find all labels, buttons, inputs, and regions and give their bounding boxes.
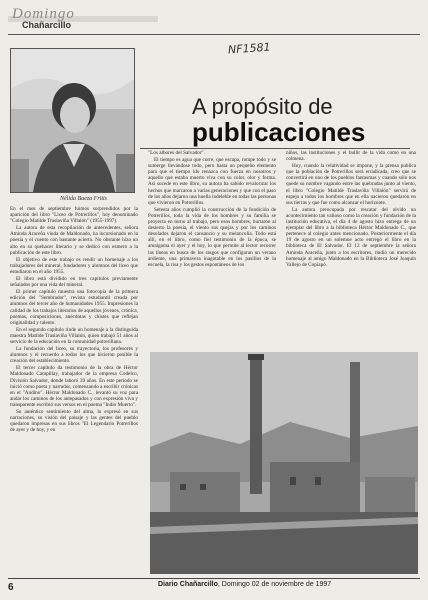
paragraph: La autora de esta recopilación de antecedentes, señora Aminda Araceña viuda de Maldonado, ha incursionado en la poesía y el cuento con bastante acierto. No obstante hizo un alto en su quehacer literario y se dedicó con esmero a la publicación de este libro. [10, 225, 138, 256]
town-photo [150, 352, 418, 574]
masthead-subtitle: Chañarcillo [22, 20, 72, 30]
headline-rule [140, 148, 410, 149]
article-column-right [286, 150, 416, 269]
headline [192, 96, 418, 146]
page-number: 6 [8, 582, 14, 593]
photo-caption: Nélida Baeza Fritis [60, 196, 107, 202]
paragraph: El tercer capítulo da testimonio de la obra de Héctor Maldonado Campillay, trabajador de la empresa Codelco, División Salvador, donde laboró 39 años. En este período se inició como poeta y narrador, comenzando a escribir crónicas en el "Andino". Héctor Maldonado C., levantó su voz para andar los caminos de los antepasados y con expresión viva y transparente escribió sus versos en el poema "Indio Muerto". [10, 365, 138, 408]
paragraph: En el mes de septiembre fuimos sorprendidos por la aparición del libro "Liceo de Potrerillos", hoy denominado "Colegio Matilde Traslaviña Villalón" (1955-1997). [10, 206, 138, 225]
masthead-title: Domingo [12, 6, 75, 22]
paragraph: niños, las instituciones y el bullir de la vida como en una colmena. [286, 150, 416, 163]
paragraph: La autora preocupada por rescatar del olvido un acontecimiento tan valioso como la creación y fundación de la institución educativa, el día 4 de agosto hizo entrega de un ejemplar del libro a la biblioteca Héctor Maldonado C., que pertenece al colegio antes mencionado. Posteriormente el día 19 de agosto en un solemne acto entregó el libro en la biblioteca de El Salvador. El 12 de septiembre la señora Aminda Araceña, junto a los escritores, rindió un merecido homenaje al amigo Maldonado en la Biblioteca José Joaquín Vallejo de Copiapó. [286, 206, 416, 268]
article-column-left [10, 206, 138, 434]
paragraph: En el segundo capítulo rinde un homenaje a la distinguida maestra Matilde Traslaviña Villalón, quien trabajó 51 años al servicio de la educación en la comunidad potrerillana. [10, 326, 138, 345]
paragraph: Hoy, cuando la relatividad se impone, y la prensa publica que la población de Potrerillos será erradicada, creo que se convertirá en uno de los pueblos fantasmas y cuando sólo nos quede su nombre vagando entre las quebradas junto al viento, el libro "Colegio Matilde Traslaviña Villalón" servirá de espejo a todos los hombres que en ella nacieron quedaron en sus tierras y que fue como alcanzar el horizonte. [286, 163, 416, 206]
paragraph: El objetivo de este trabajo es rendir un homenaje a los trabajadores del mineral, fundadores y alumnos del liceo que estudiaron en el año 1955. [10, 256, 138, 275]
paragraph: Setenta años cumplió la construcción de la fundición de Potrerillos, toda la vida de los hombres y su familia se proyecta en torno al trabajo, pero esos hombres, hurtaron al desierto la poesía, el viento sus quejas y por los caminos desolados dejaron el cansancio y su melancolía. Todo está allí, en el libro, como fiel testimonio de la época, se amalgama el ayer y el hoy, lo que permite al lector recorrer las líneas en busca de los rasgos que configuran un verano ardiente, una primavera inagotable en los pasillos de la escuela, la risa y los gestos espontáneos de los [148, 206, 276, 268]
masthead [8, 6, 168, 32]
paragraph: La fundación del liceo, su trayectoria, los profesores y alumnos y el recuerdo a todos los que hicieron posible la creación del establecimiento. [10, 346, 138, 365]
paragraph: El primer capítulo muestra una fotocopia de la primera edición del "Sembrador", revista estudiantil creada por alumnos del tercer año de humanidades 1955. Impresiones la calidad de los trabajos literarios de aquellos jóvenes, crónica, poemas, composiciones, anécdotas y chistes que reflejan originalidad y talento. [10, 289, 138, 326]
paragraph: El tiempo es agua que corre, que escapa, rompe todo y se sumerge llevándose todo, pero hasta un pequeño elemento para que el tiempo ido renazca con fuerza en nosotros y aquello que estaba muerto viva con su color, olor y forma. Así sucede en este libro, su autora ha sabido revalorizar los hechos que marcaron a varias generaciones y que con el paso de los años dejaron una huella indeleble en todas las personas que vivieron en Potrerillos. [148, 157, 276, 206]
footer-rule [8, 578, 420, 579]
top-rule [8, 34, 420, 35]
footer-line: Diario Chañarcillo, Domingo 02 de noviembre de 1997 [158, 581, 332, 588]
article-column-middle [148, 150, 276, 269]
headline-line-1: A propósito de [192, 94, 333, 119]
paragraph: "Los albores del Salvador". [148, 150, 205, 156]
footer-date: Domingo 02 de noviembre de 1997 [221, 581, 332, 588]
headline-line-2: publicaciones [192, 117, 366, 147]
footer-publication: Diario Chañarcillo [158, 581, 218, 588]
handwritten-note: NF1581 [227, 40, 271, 57]
portrait-photo [10, 48, 135, 193]
paragraph: El libro está dividido en tres capítulos previamente señalados por una vida del mineral. [10, 276, 138, 289]
paragraph: Su auténtico sentimiento del alma, lo expresó en sus narraciones, su visión del paisaje y las gentes del pueblo quedaron impresas en sus libros "El Legendario Potrerillos de ayer y de hoy, y en [10, 409, 138, 434]
